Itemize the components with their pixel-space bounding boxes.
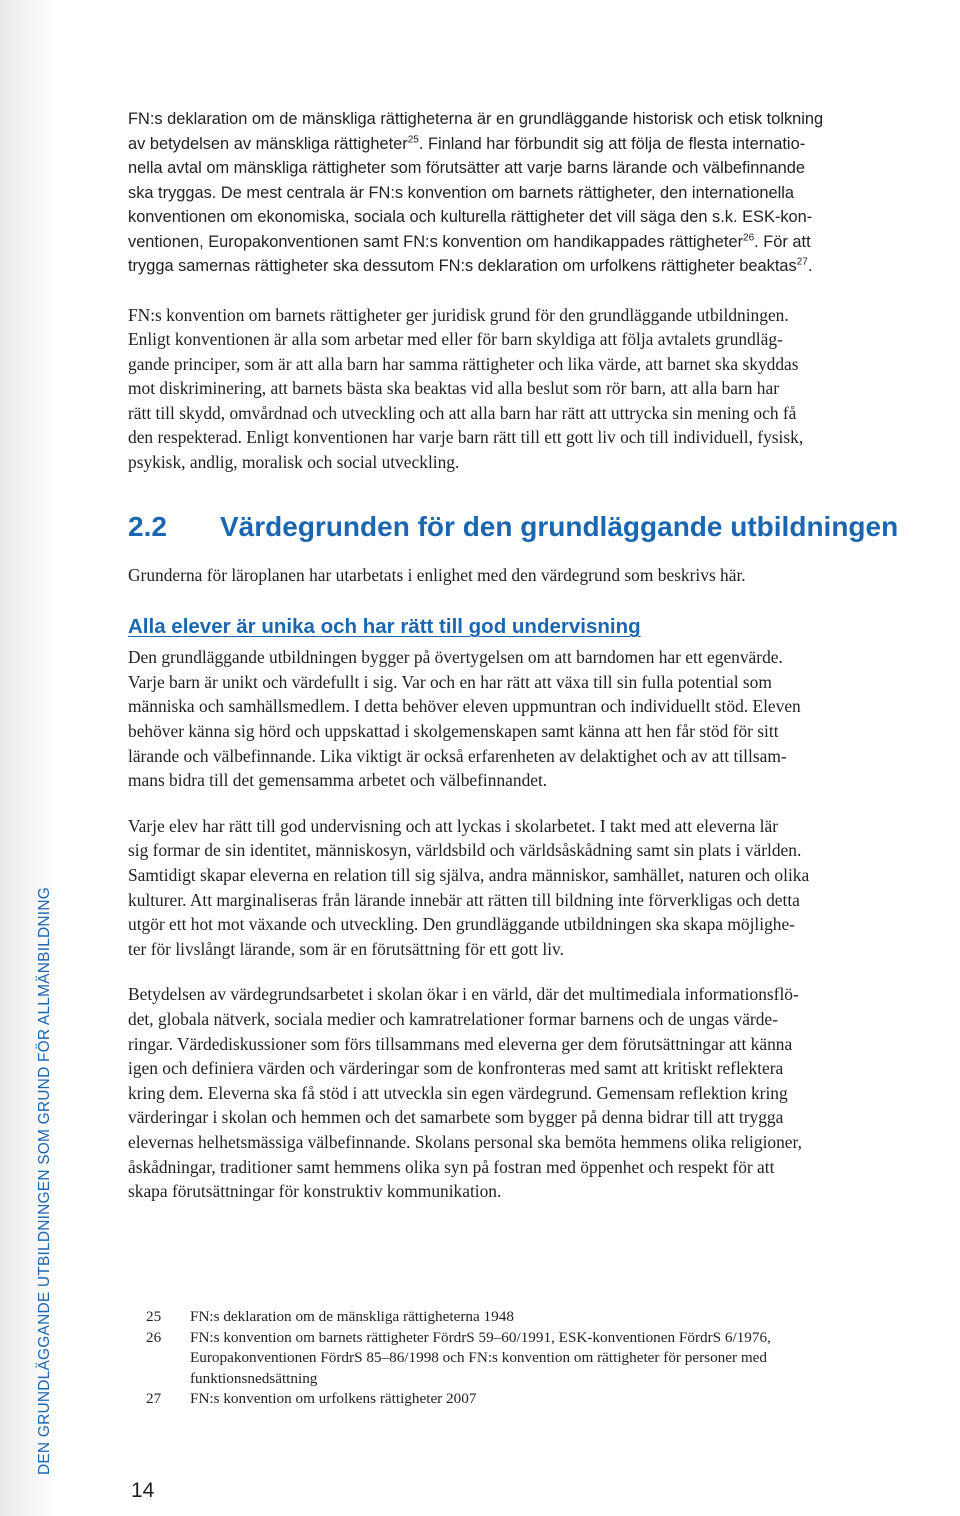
text-line: ska tryggas. De mest centrala är FN:s konvention om barnets rättigheter, den internationella — [128, 183, 794, 202]
text-line: Betydelsen av värdegrundsarbetet i skolan ökar i en värld, där det multimediala informationsflö- — [128, 984, 799, 1005]
text-line: FN:s deklaration om de mänskliga rättigheterna är en grundläggande historisk och etisk tolkning — [128, 110, 824, 128]
footnote — [146, 1328, 946, 1390]
text-line: konventionen om ekonomiska, sociala och kulturella rättigheter det vill säga den s.k. ESK-kon- — [128, 208, 813, 226]
text-line: nella avtal om mänskliga rättigheter som förutsätter att varje barns lärande och välbefinnande — [128, 159, 805, 177]
section-intro: Grunderna för läroplanen har utarbetats i enlighet med den värdegrund som beskrivs här. — [128, 564, 746, 585]
text-line: lärande och välbefinnande. Lika viktigt är också erfarenheten av delaktighet och av att tillsam- — [128, 745, 787, 766]
text-line: utgör ett hot mot växande och utveckling. Den grundläggande utbildningen ska skapa möjlighe- — [128, 914, 795, 935]
text-line: skapa förutsättningar för konstruktiv kommunikation. — [128, 1181, 502, 1202]
text-line — [128, 230, 960, 255]
page-number: 14 — [131, 1479, 155, 1502]
text-line: elevernas helhetsmässiga välbefinnande. Skolans personal ska bemöta hemmens olika religioner, — [128, 1131, 802, 1152]
text-line: gande principer, som är att alla barn har samma rättigheter och lika värde, att barnet ska skyddas — [128, 353, 799, 374]
main-content — [128, 107, 960, 1225]
text-line: FN:s konvention om barnets rättigheter ger juridisk grund för den grundläggande utbildningen. — [128, 304, 789, 325]
body-paragraph — [128, 645, 960, 793]
footnote — [146, 1307, 946, 1328]
text-line: mot diskriminering, att barnets bästa ska beaktas vid alla beslut som rör barn, att alla barn har — [128, 378, 779, 399]
text-line: FN:s konvention om urfolkens rättigheter 2007 — [190, 1390, 477, 1408]
text-line: kulturer. Att marginaliseras från lärande innebär att rätten till bildning inte förverkligas och detta — [128, 889, 800, 910]
text-line: åskådningar, traditioner samt hemmens olika syn på fostran med öppenhet och respekt för att — [128, 1156, 775, 1177]
text-line: FN:s konvention om barnets rättigheter FördrS 59–60/1991, ESK-konventionen FördrS 6/1976, — [190, 1328, 771, 1346]
sidebar-chapter-title: DEN GRUNDLÄGGANDE UTBILDNINGEN SOM GRUND FÖR ALLMÄNBILDNING — [36, 887, 53, 1475]
text-line: Europakonventionen FördrS 85–86/1998 och FN:s konvention om rättigheter för personer med — [190, 1349, 768, 1367]
text-line: rätt till skydd, omvårdnad och utveckling och att alla barn har rätt att uttrycka sin mening och få — [128, 402, 797, 423]
section-heading — [128, 511, 960, 551]
body-paragraph — [128, 814, 960, 962]
text-line: värderingar i skolan och hemmen och det samarbete som bygger på denna bidrar till att trygga — [128, 1107, 784, 1128]
section-number: 2.2 — [128, 510, 167, 542]
footnote-number: 25 — [146, 1308, 162, 1325]
text-line — [128, 132, 960, 157]
text-line: Varje elev har rätt till god undervisning och att lyckas i skolarbetet. I takt med att eleverna lär — [128, 815, 778, 836]
footnotes — [146, 1307, 946, 1410]
footnote — [146, 1389, 946, 1410]
text-segment: . — [807, 257, 813, 275]
text-line: Den grundläggande utbildningen bygger på övertygelsen om att barndomen har ett egenvärde. — [128, 647, 783, 668]
footnote-text — [190, 1328, 771, 1390]
footnote-ref[interactable]: 27 — [796, 256, 808, 268]
text-line: funktionsnedsättning — [190, 1369, 318, 1387]
text-line: behöver känna sig hörd och uppskattad i skolgemenskapen samt känna att hen får stöd för sitt — [128, 721, 779, 742]
subsection-heading: Alla elever är unika och har rätt till god undervisning — [128, 615, 641, 639]
text-line: FN:s deklaration om de mänskliga rättigheterna 1948 — [190, 1308, 514, 1325]
text-line: kring dem. Eleverna ska få stöd i att utveckla sin egen värdegrund. Gemensam reflektion kring — [128, 1082, 788, 1103]
text-line: Samtidigt skapar eleverna en relation till sig själva, andra människor, samhället, naturen och olika — [128, 865, 810, 885]
text-segment: . För att — [754, 232, 811, 251]
text-segment: trygga samernas rättigheter ska dessutom FN:s deklaration om urfolkens rättigheter beaktas — [128, 257, 797, 275]
footnote-ref[interactable]: 26 — [743, 232, 755, 244]
footnote-number: 26 — [146, 1328, 162, 1346]
text-line: den respekterad. Enligt konventionen har varje barn rätt till ett gott liv och till individuell, fysisk, — [128, 427, 804, 448]
footnote-ref[interactable]: 25 — [407, 134, 419, 146]
text-line: igen och definiera värden och värderingar som de konfronteras med samt att kritiskt reflektera — [128, 1058, 784, 1079]
text-line: Varje barn är unikt och värdefullt i sig. Var och en har rätt att växa till sin fulla potential som — [128, 671, 772, 692]
text-line: mans bidra till det gemensamma arbetet och välbefinnandet. — [128, 770, 548, 791]
body-paragraph — [128, 107, 960, 279]
body-paragraph — [128, 982, 960, 1203]
text-segment: . Finland har förbundit sig att följa de flesta internatio- — [418, 134, 806, 153]
footnote-number: 27 — [146, 1390, 162, 1408]
text-segment: av betydelsen av mänskliga rättigheter — [128, 134, 408, 153]
text-line: psykisk, andlig, moralisk och social utveckling. — [128, 452, 460, 473]
footnote-text — [190, 1307, 514, 1328]
body-paragraph — [128, 303, 960, 475]
text-line: det, globala nätverk, sociala medier och kamratrelationer formar barnens och de ungas värde- — [128, 1008, 778, 1029]
text-line — [128, 254, 960, 279]
text-line: ringar. Värdediskussioner som förs tillsammans med eleverna ger dem förutsättningar att känna — [128, 1033, 793, 1054]
text-line: ter för livslångt lärande, som är en förutsättning för ett gott liv. — [128, 938, 564, 959]
footnote-text — [190, 1389, 476, 1410]
text-line: människa och samhällsmedlem. I detta behöver eleven uppmuntran och individuellt stöd. Eleven — [128, 696, 801, 717]
text-line: sig formar de sin identitet, människosyn, världsbild och världsåskådning samt sin plats i världen. — [128, 840, 802, 861]
section-title: Värdegrunden för den grundläggande utbildningen — [220, 510, 899, 542]
text-line: Enligt konventionen är alla som arbetar med eller för barn skyldiga att följa avtalets grundläg- — [128, 329, 783, 350]
text-segment: ventionen, Europakonventionen samt FN:s konvention om handikappades rättigheter — [128, 232, 744, 251]
